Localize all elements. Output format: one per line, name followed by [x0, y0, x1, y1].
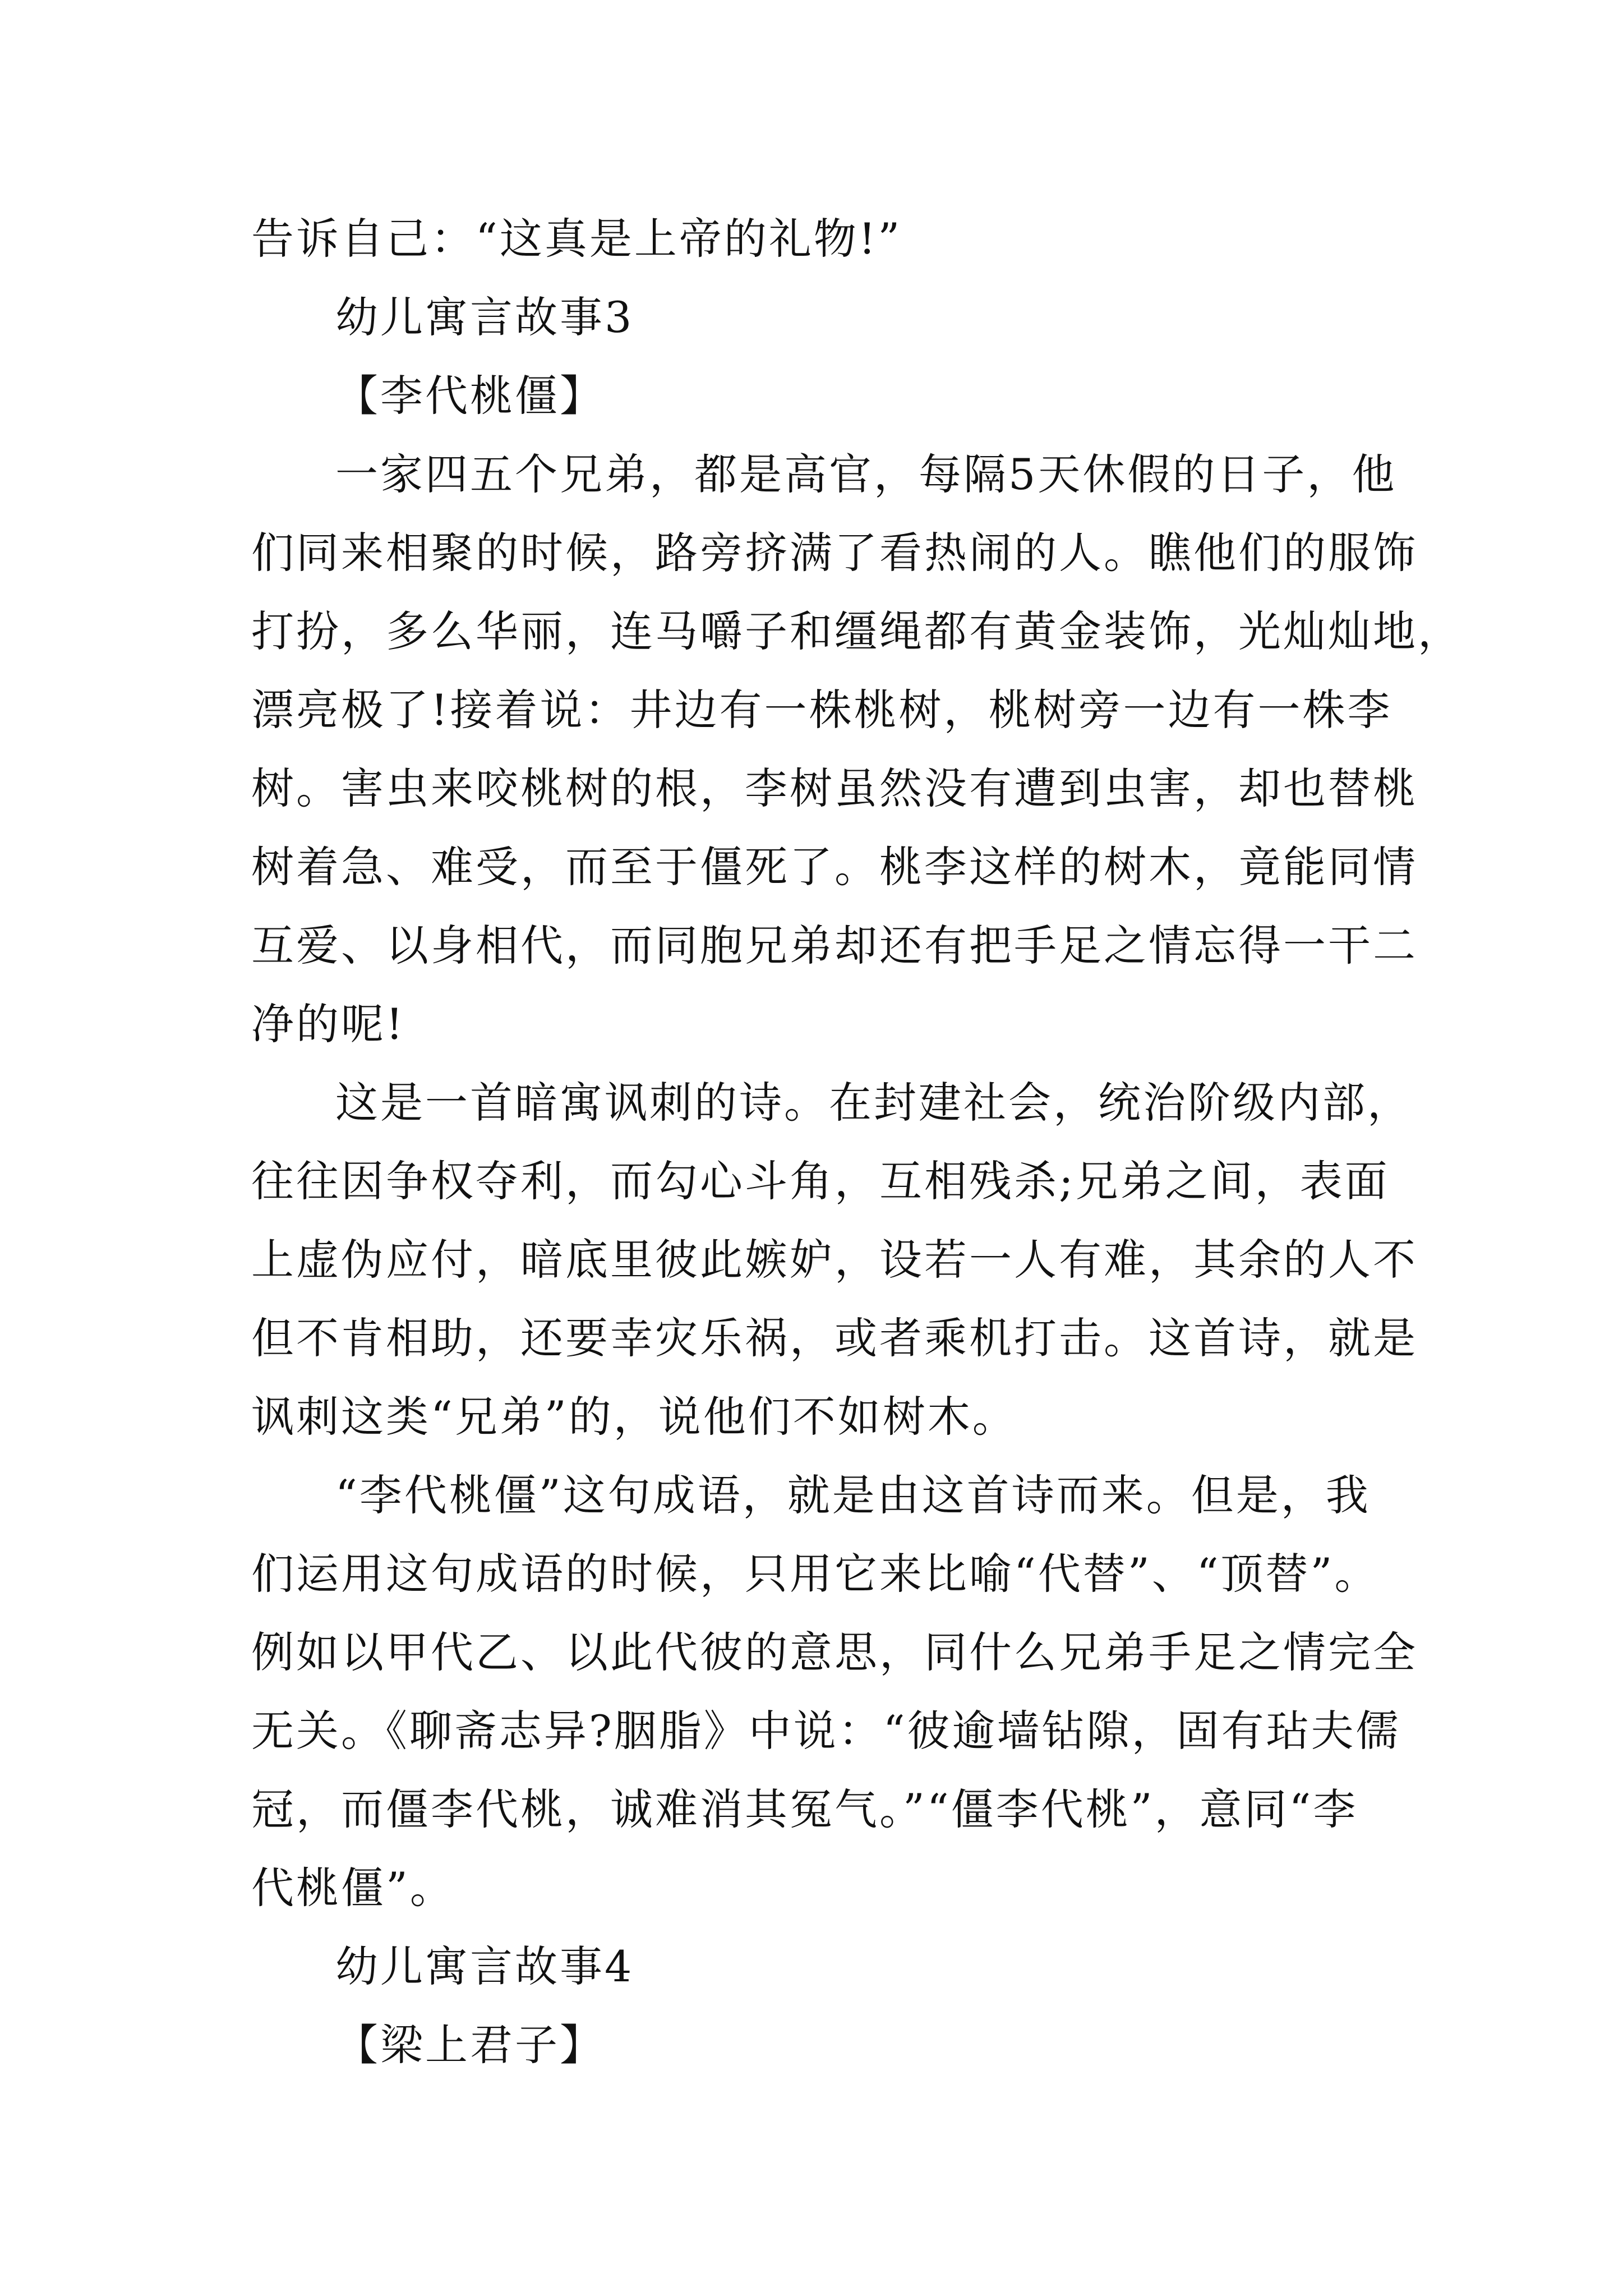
paragraph-line: 例如以甲代乙、以此代彼的意思，同什么兄弟手足之情完全 — [251, 1627, 1418, 1677]
paragraph-line: 但不肯相助，还要幸灾乐祸，或者乘机打击。这首诗，就是 — [251, 1313, 1418, 1363]
paragraph-line: 净的呢! — [251, 999, 405, 1049]
story-title-li-dai-tao-jiang: 【李代桃僵】 — [335, 371, 605, 421]
paragraph-line: 往往因争权夺利，而勾心斗角，互相残杀;兄弟之间，表面 — [251, 1156, 1390, 1206]
paragraph-line: 讽刺这类“兄弟”的，说他们不如树木。 — [251, 1392, 1017, 1442]
section-heading-story-3: 幼儿寓言故事3 — [335, 292, 634, 342]
document-body — [251, 200, 1463, 2085]
paragraph-line: 代桃僵”。 — [251, 1863, 455, 1913]
paragraph-line: 漂亮极了!接着说：井边有一株桃树，桃树旁一边有一株李 — [251, 685, 1393, 735]
paragraph-line: 们运用这句成语的时候，只用它来比喻“代替”、“顶替”。 — [251, 1549, 1380, 1599]
paragraph-line: 树。害虫来咬桃树的根，李树虽然没有遭到虫害，却也替桃 — [251, 763, 1418, 813]
paragraph-line: 一家四五个兄弟，都是高官，每隔5天休假的日子，他 — [335, 449, 1397, 499]
story-title-liang-shang-jun-zi: 【梁上君子】 — [335, 2020, 605, 2070]
paragraph-line: “李代桃僵”这句成语，就是由这首诗而来。但是，我 — [335, 1470, 1371, 1520]
paragraph-line: 们同来相聚的时候，路旁挤满了看热闹的人。瞧他们的服饰 — [251, 528, 1418, 578]
paragraph-line: 互爱、以身相代，而同胞兄弟却还有把手足之情忘得一干二 — [251, 921, 1418, 970]
paragraph-line: 上虚伪应付，暗底里彼此嫉妒，设若一人有难，其余的人不 — [251, 1235, 1418, 1285]
text-line-continuation: 告诉自己：“这真是上帝的礼物!” — [251, 214, 902, 264]
section-heading-story-4: 幼儿寓言故事4 — [335, 1941, 634, 1991]
paragraph-line: 打扮，多么华丽，连马嚼子和缰绳都有黄金装饰，光灿灿地， — [251, 606, 1463, 656]
paragraph-line: 树着急、难受，而至于僵死了。桃李这样的树木，竟能同情 — [251, 842, 1418, 892]
paragraph-line: 这是一首暗寓讽刺的诗。在封建社会，统治阶级内部， — [335, 1078, 1412, 1128]
paragraph-line: 无关。《聊斋志异?胭脂》中说：“彼逾墙钻隙，固有玷夫儒 — [251, 1706, 1401, 1756]
paragraph-line: 冠，而僵李代桃，诚难消其冤气。”“僵李代桃”，意同“李 — [251, 1784, 1358, 1834]
